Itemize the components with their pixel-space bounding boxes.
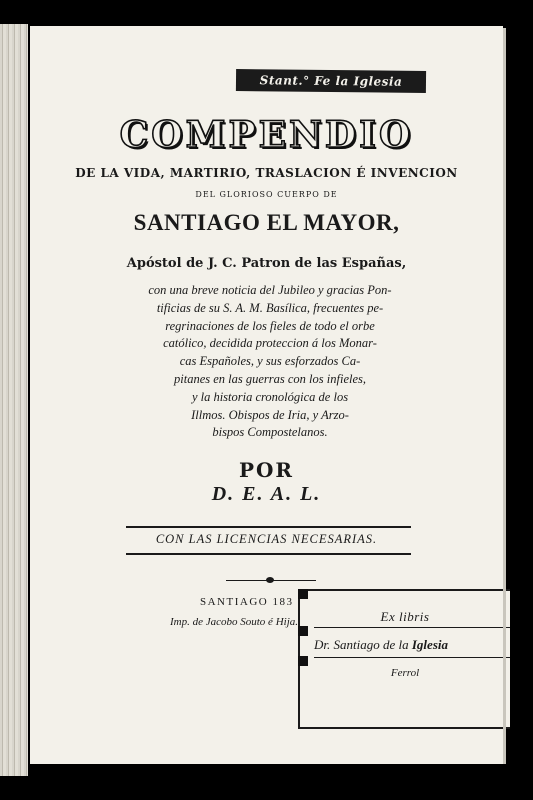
description-line: pitanes en las guerras con los infieles,: [174, 371, 366, 386]
imprint-city: SANTIAGO 183: [200, 596, 294, 608]
description-line: cas Españoles, y sus esforzados Ca-: [179, 354, 361, 369]
description-line: y la historia cronológica de los: [191, 389, 349, 404]
apostle-line: Apóstol de J. C. Patron de las Españas,: [126, 256, 407, 271]
description-line: católico, decidida proteccion á los Monar-: [163, 336, 377, 351]
page-edge: [503, 28, 506, 764]
owner-name-surname: Iglesia: [411, 637, 448, 652]
ex-libris-title: Ex libris: [380, 609, 430, 624]
corner-ornament-icon: [298, 589, 308, 599]
description-line: tificias de su S. A. M. Basílica, frecuentes pe-: [156, 300, 384, 315]
description-line: con una breve noticia del Jubileo y gracias Pon-: [148, 283, 392, 297]
licences-line: CON LAS LICENCIAS NECESARIAS.: [155, 532, 378, 546]
ex-libris-label: [298, 589, 510, 729]
adjacent-page-edge: [0, 24, 28, 776]
owner-name-prefix: Dr. Santiago de la: [314, 637, 412, 652]
ex-libris-rule: [314, 627, 510, 628]
corner-ornament-icon: [298, 656, 308, 666]
ex-libris-rule: [314, 657, 510, 658]
author-initials: D. E. A. L.: [211, 483, 322, 505]
ownership-stamp: Stant.° Fe la Iglesia: [236, 69, 426, 93]
description-line: Illmos. Obispos de Iria, y Arzo-: [191, 407, 349, 422]
imprint-printer: Imp. de Jacobo Souto é Hija.: [170, 616, 298, 628]
subtitle-line-1: DE LA VIDA, MARTIRIO, TRASLACION É INVENCION: [75, 166, 458, 180]
description-line: bispos Compostelanos.: [212, 425, 328, 440]
divider-top: [126, 526, 411, 528]
ornament-dot-icon: [266, 577, 274, 583]
ex-libris-place: Ferrol: [390, 667, 420, 679]
corner-ornament-icon: [298, 626, 308, 636]
description-block: [100, 282, 440, 442]
saint-name: SANTIAGO EL MAYOR,: [133, 210, 400, 235]
byline-por: POR: [238, 458, 295, 482]
description-line: regrinaciones de los fieles de todo el orbe: [165, 318, 375, 333]
ex-libris-owner: [314, 637, 448, 653]
title-page: [30, 26, 503, 764]
divider-bottom: [126, 553, 411, 555]
subtitle-line-2: DEL GLORIOSO CUERPO DE: [195, 190, 338, 199]
book-title: COMPENDIO: [119, 114, 414, 156]
